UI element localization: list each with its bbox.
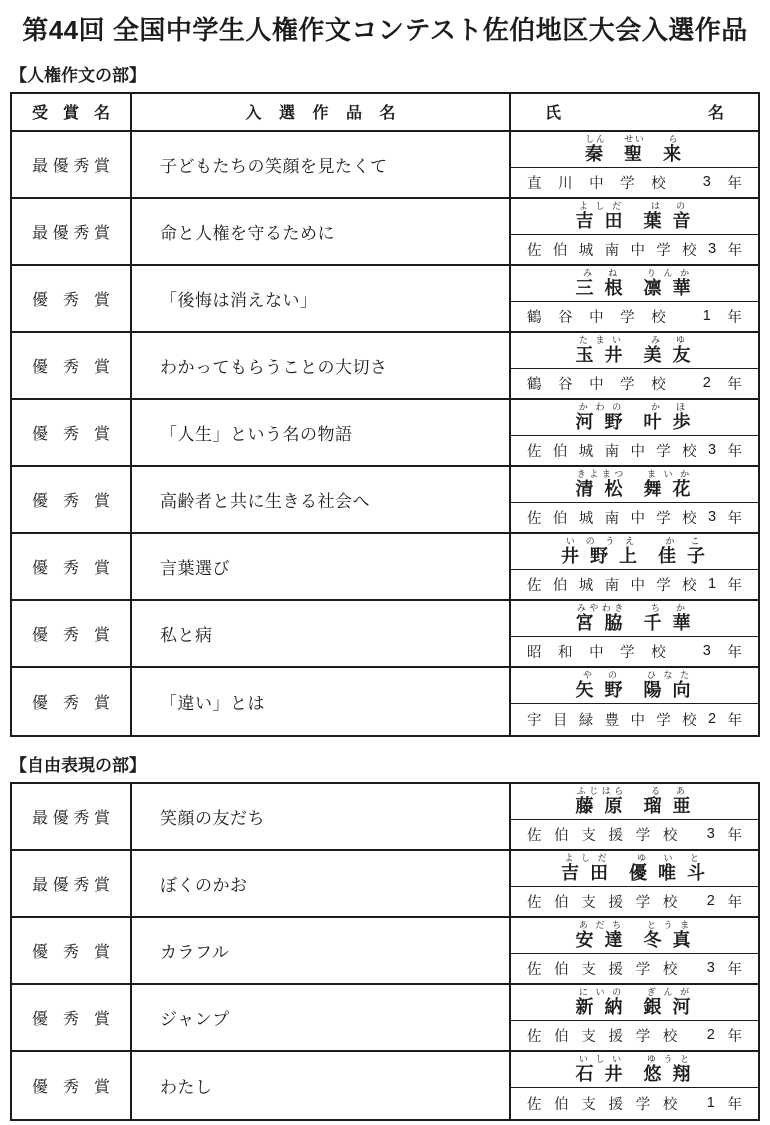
award-label: 優 秀 賞 — [32, 626, 110, 644]
table-row — [12, 199, 758, 266]
award-label: 優 秀 賞 — [32, 1078, 110, 1096]
winner-school: 鶴 谷 中 学 校 2 年 — [527, 375, 742, 393]
work-title: 子どもたちの笑顔を見たくて — [160, 156, 388, 176]
award-cell — [12, 851, 132, 916]
award-cell — [12, 918, 132, 983]
header-name-label: 氏 名 — [545, 105, 724, 122]
winner-cell — [511, 918, 758, 983]
award-cell — [12, 1052, 132, 1119]
winner-cell — [511, 333, 758, 398]
winner-school-cell — [511, 820, 758, 849]
winner-name: 河 野かわの 叶 歩かほ — [511, 400, 758, 436]
work-title-cell — [132, 601, 511, 666]
header-work-cell — [132, 94, 511, 130]
work-title: 「違い」とは — [160, 693, 265, 713]
award-label: 最 優 秀 賞 — [32, 809, 110, 827]
winner-school: 直 川 中 学 校 3 年 — [527, 174, 742, 192]
winner-school: 佐 伯 城 南 中 学 校 1 年 — [527, 576, 742, 594]
table-row — [12, 400, 758, 467]
work-title: 私と病 — [160, 625, 213, 645]
winner-name: 井 野 上いのうえ 佳 子かこ — [511, 534, 758, 570]
work-title-cell — [132, 784, 511, 849]
work-title-cell — [132, 985, 511, 1050]
winner-school-cell — [511, 369, 758, 398]
work-title: 「後悔は消えない」 — [160, 290, 318, 310]
winner-school: 佐 伯 城 南 中 学 校 3 年 — [527, 509, 742, 527]
table-row — [12, 266, 758, 333]
work-title-cell — [132, 1052, 511, 1119]
award-label: 優 秀 賞 — [32, 492, 110, 510]
award-cell — [12, 985, 132, 1050]
winner-school-cell — [511, 503, 758, 532]
table-row — [12, 534, 758, 601]
award-label: 優 秀 賞 — [32, 425, 110, 443]
winner-school: 佐 伯 城 南 中 学 校 3 年 — [527, 442, 742, 460]
work-title: 高齢者と共に生きる社会へ — [160, 491, 370, 511]
table-row — [12, 1052, 758, 1119]
winner-school-cell — [511, 436, 758, 465]
winner-cell — [511, 467, 758, 532]
award-cell — [12, 266, 132, 331]
work-title: ぼくのかお — [160, 875, 248, 895]
table-row — [12, 668, 758, 735]
work-title-cell — [132, 918, 511, 983]
winner-school: 佐 伯 支 援 学 校 2 年 — [527, 1027, 742, 1045]
winner-cell — [511, 266, 758, 331]
work-title: 「人生」という名の物語 — [160, 424, 353, 444]
table-row — [12, 467, 758, 534]
table-header-row — [12, 94, 758, 132]
winner-name: 三 根みね 凛 華りんか — [511, 266, 758, 302]
work-title-cell — [132, 266, 511, 331]
header-name-cell — [511, 94, 758, 130]
winner-name: 安 達あだち 冬 真とうま — [511, 918, 758, 954]
work-title-cell — [132, 851, 511, 916]
section-label-essay: 【人権作文の部】 — [10, 65, 146, 85]
award-cell — [12, 668, 132, 735]
winner-cell — [511, 132, 758, 197]
winner-cell — [511, 601, 758, 666]
winner-school: 鶴 谷 中 学 校 1 年 — [527, 308, 742, 326]
winner-school: 佐 伯 支 援 学 校 2 年 — [527, 893, 742, 911]
work-title-cell — [132, 199, 511, 264]
work-title-cell — [132, 132, 511, 197]
work-title-cell — [132, 668, 511, 735]
award-label: 最 優 秀 賞 — [32, 157, 110, 175]
table-row — [12, 918, 758, 985]
header-award-cell — [12, 94, 132, 130]
award-label: 優 秀 賞 — [32, 694, 110, 712]
work-title-cell — [132, 534, 511, 599]
winner-name: 新 納にいの 銀 河ぎんが — [511, 985, 758, 1021]
winner-name: 藤 原ふじはら 瑠 亜るあ — [511, 784, 758, 820]
section-label-free-expression: 【自由表現の部】 — [10, 755, 146, 775]
page-title: 第44回 全国中学生人権作文コンテスト佐伯地区大会入選作品 — [22, 15, 748, 45]
essay-awards-table — [10, 92, 760, 737]
winner-school-cell — [511, 1088, 758, 1119]
winner-cell — [511, 985, 758, 1050]
winner-name: 矢 野やの 陽 向ひなた — [511, 668, 758, 704]
award-label: 優 秀 賞 — [32, 291, 110, 309]
winner-school: 昭 和 中 学 校 3 年 — [527, 643, 742, 661]
winner-name: 吉 田よしだ 優 唯 斗ゆいと — [511, 851, 758, 887]
award-label: 最 優 秀 賞 — [32, 224, 110, 242]
work-title: 命と人権を守るために — [160, 223, 335, 243]
header-award-label: 受 賞 名 — [32, 105, 110, 122]
winner-cell — [511, 534, 758, 599]
winner-school: 佐 伯 支 援 学 校 3 年 — [527, 960, 742, 978]
winner-name: 石 井いしい 悠 翔ゆうと — [511, 1052, 758, 1088]
table-row — [12, 333, 758, 400]
winner-school: 佐 伯 支 援 学 校 1 年 — [527, 1095, 742, 1113]
winner-cell — [511, 851, 758, 916]
winner-cell — [511, 199, 758, 264]
winner-school-cell — [511, 570, 758, 599]
award-cell — [12, 132, 132, 197]
winner-school-cell — [511, 302, 758, 331]
award-label: 優 秀 賞 — [32, 943, 110, 961]
winner-school: 佐 伯 支 援 学 校 3 年 — [527, 826, 742, 844]
table-row — [12, 985, 758, 1052]
award-label: 優 秀 賞 — [32, 559, 110, 577]
winner-school: 佐 伯 城 南 中 学 校 3 年 — [527, 241, 742, 259]
winner-name: 秦しん 聖せい 来ら — [511, 132, 758, 168]
work-title: わたし — [160, 1077, 213, 1097]
table-row — [12, 132, 758, 199]
award-cell — [12, 400, 132, 465]
work-title-cell — [132, 467, 511, 532]
award-cell — [12, 467, 132, 532]
award-label: 優 秀 賞 — [32, 358, 110, 376]
free-expression-awards-table — [10, 782, 760, 1121]
winner-school-cell — [511, 168, 758, 197]
winner-cell — [511, 1052, 758, 1119]
winner-cell — [511, 668, 758, 735]
work-title: 笑顔の友だち — [160, 808, 265, 828]
work-title: 言葉選び — [160, 558, 230, 578]
winner-cell — [511, 400, 758, 465]
winner-school-cell — [511, 1021, 758, 1050]
winner-name: 玉 井たまい 美 友みゆ — [511, 333, 758, 369]
work-title-cell — [132, 333, 511, 398]
winner-school-cell — [511, 704, 758, 735]
winner-school-cell — [511, 954, 758, 983]
winner-name: 宮 脇みやわき 千 華ちか — [511, 601, 758, 637]
winner-name: 清 松きよまつ 舞 花まいか — [511, 467, 758, 503]
work-title-cell — [132, 400, 511, 465]
winner-school: 宇 目 緑 豊 中 学 校 2 年 — [527, 711, 742, 729]
winner-cell — [511, 784, 758, 849]
work-title: カラフル — [160, 942, 230, 962]
table-row — [12, 601, 758, 668]
work-title: ジャンプ — [160, 1009, 230, 1029]
winner-name: 吉 田よしだ 葉 音はの — [511, 199, 758, 235]
winner-school-cell — [511, 637, 758, 666]
table-row — [12, 851, 758, 918]
table-row — [12, 784, 758, 851]
winner-school-cell — [511, 887, 758, 916]
award-cell — [12, 333, 132, 398]
award-cell — [12, 784, 132, 849]
header-work-label: 入 選 作 品 名 — [245, 105, 396, 122]
work-title: わかってもらうことの大切さ — [160, 357, 388, 377]
award-cell — [12, 601, 132, 666]
winner-school-cell — [511, 235, 758, 264]
award-cell — [12, 199, 132, 264]
award-label: 最 優 秀 賞 — [32, 876, 110, 894]
award-label: 優 秀 賞 — [32, 1010, 110, 1028]
award-cell — [12, 534, 132, 599]
